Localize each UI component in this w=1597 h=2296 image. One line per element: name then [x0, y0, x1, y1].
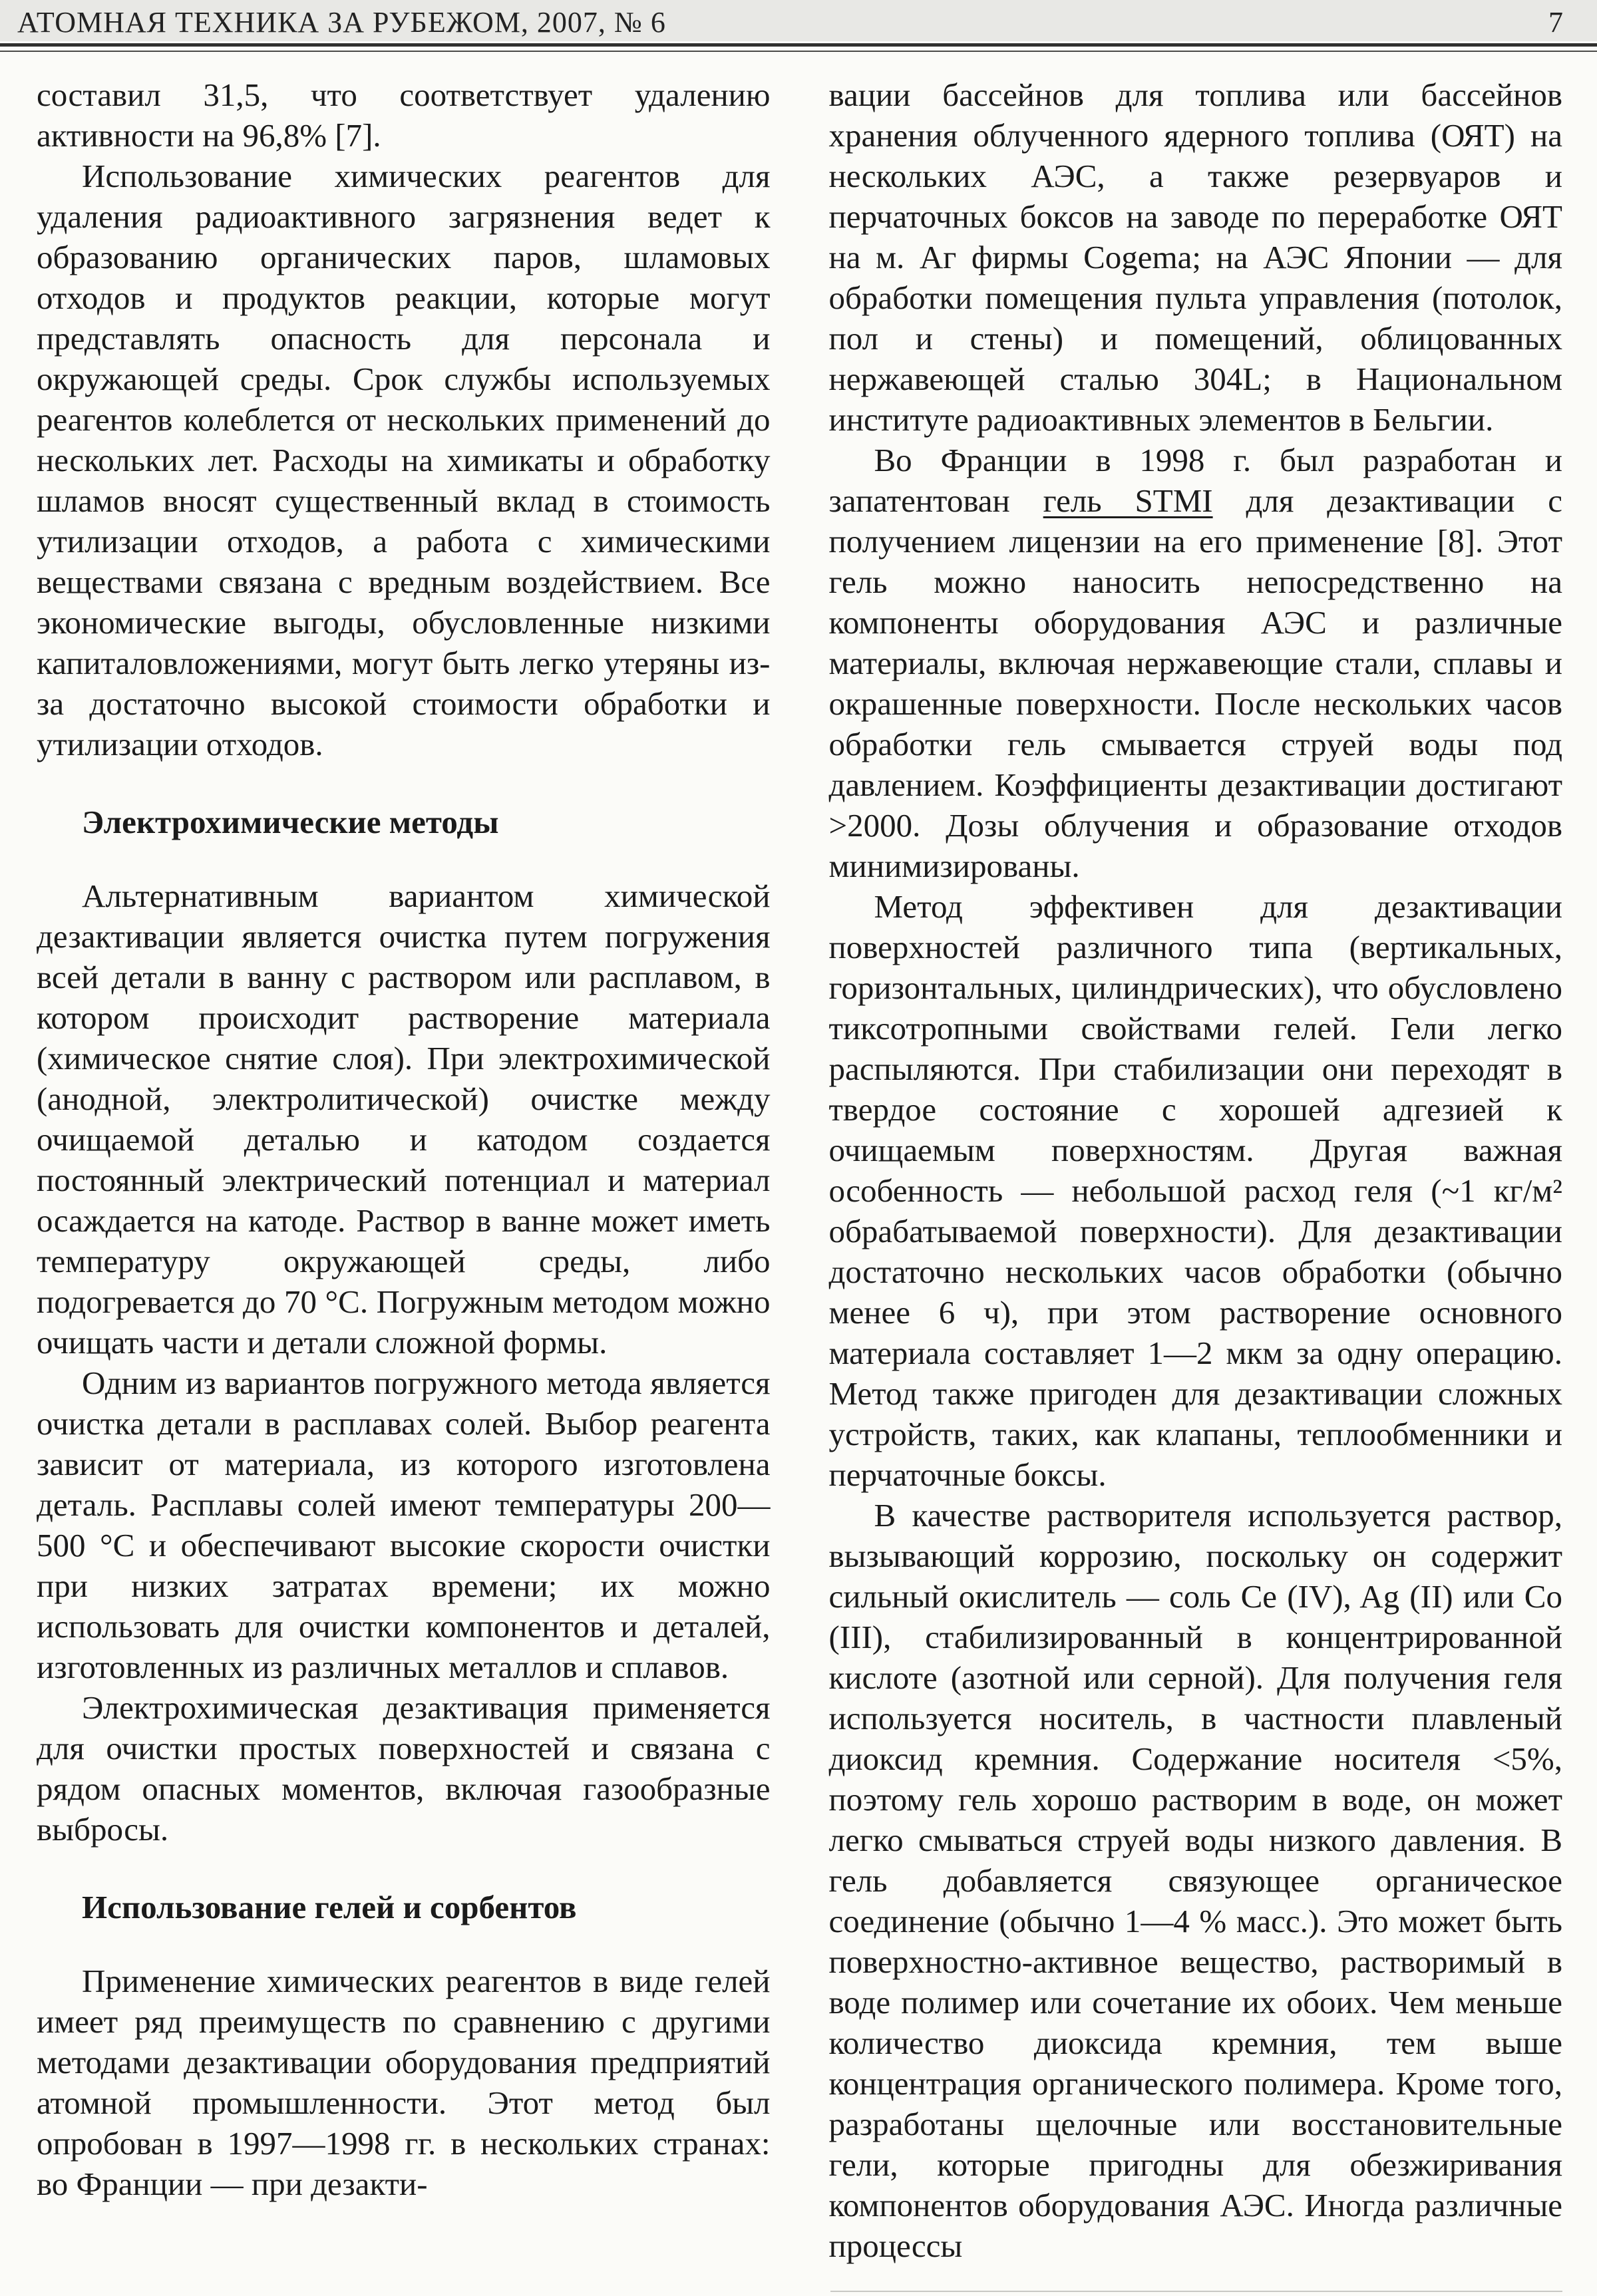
stmi-paragraph-suffix: для дезактивации с получением лицензии на его применение [8]. Этот гель можно наносить непосредственно на компоненты оборудования АЭС и различные материалы, включая нержавеющие стали, сплавы и окрашенные поверхности. После нескольких часов обработки гель смывается струей воды под давлением. Коэффициенты дезактивации достигают >2000. Дозы облучения и образование отходов минимизированы. — [828, 482, 1562, 884]
article-body — [0, 52, 1597, 2266]
page-header — [0, 0, 1597, 41]
paragraph-gel-advantages: Применение химических реагентов в виде гелей имеет ряд преимуществ по сравнению с другими методами дезактивации оборудования предприятий атомной промышленности. Этот метод был опробован в 1997—1998 гг. в нескольких странах: во Франции — при дезакти- — [37, 1963, 771, 2202]
paragraph-solvent-composition: В качестве растворителя используется раствор, вызывающий коррозию, поскольку он содержит сильный окислитель — соль Ce (IV), Ag (II) или Co (III), стабилизированный в концентрированной кислоте (азотной или серной). Для получения геля используется носитель, в частности плавленый диоксид кремния. Содержание носителя <5%, поэтому гель хорошо растворим в воде, он может легко смываться струей воды низкого давления. В гель добавляется связующее органическое соединение (обычно 1—4 % масс.). Это может быть поверхностно-активное вещество, растворимый в воде полимер или сочетание их обоих. Чем меньше количество диоксида кремния, тем выше концентрация органического полимера. Кроме того, разработаны щелочные или восстановительные гели, которые пригодны для обезжиривания компонентов оборудования АЭС. Иногда различные процессы — [828, 1497, 1562, 2264]
paragraph-electrochemical-application: Электрохимическая дезактивация применяется для очистки простых поверхностей и связана с рядом опасных моментов, включая газообразные выбросы. — [37, 1689, 771, 1848]
section-heading-gels-sorbents: Использование гелей и сорбентов — [82, 1889, 577, 1925]
paragraph-method-effectiveness: Метод эффективен для дезактивации поверхностей различного типа (вертикальных, горизонтальных, цилиндрических), что обусловлено тиксотропными свойствами гелей. Гели легко распыляются. При стабилизации они переходят в твердое состояние с хорошей адгезией к очищаемым поверхностям. Другая важная особенность — небольшой расход геля (~1 кг/м² обрабатываемой поверхности). Для дезактивации достаточно нескольких часов обработки (обычно менее 6 ч), при этом растворение основного материала составляет 1—2 мкм за одну операцию. Метод также пригоден для дезактивации сложных устройств, таких, как клапаны, теплообменники и перчаточные боксы. — [828, 888, 1562, 1493]
journal-title: АТОМНАЯ ТЕХНИКА ЗА РУБЕЖОМ, 2007, № 6 — [17, 5, 666, 39]
paragraph-molten-salts: Одним из вариантов погружного метода является очистка детали в расплавах солей. Выбор реагента зависит от материала, из которого изготовлена деталь. Расплавы солей имеют температуры 200—500 °C и обеспечивают высокие скорости очистки при низких затратах времени; их можно использовать для очистки компонентов и деталей, изготовленных из различных металлов и сплавов. — [37, 1365, 771, 1685]
paragraph-pools-continuation: вации бассейнов для топлива или бассейнов хранения облученного ядерного топлива (ОЯТ) на нескольких АЭС, а также резервуаров и перчаточных боксов на заводе по переработке ОЯТ на м. Аг фирмы Cogema; на АЭС Японии — для обработки помещения пульта управления (потолок, пол и стены) и помещений, облицованных нержавеющей сталью 304L; в Национальном институте радиоактивных элементов в Бельгии. — [828, 77, 1562, 438]
paragraph-stmi-gel — [829, 440, 1563, 886]
right-column — [829, 75, 1563, 2266]
section-heading-electrochemical-methods: Электрохимические методы — [82, 804, 499, 840]
stmi-gel-underlined-term: гель STMI — [1043, 482, 1213, 519]
paragraph-alternative-method: Альтернативным вариантом химической дезактивации является очистка путем погружения всей детали в ванну с раствором или расплавом, в котором происходит растворение материала (химическое снятие слоя). При электрохимической (анодной, электролитической) очистке между очищаемой деталью и катодом создается постоянный электрический потенциал и материал осаждается на катоде. Раствор в ванне может иметь температуру окружающей среды, либо подогревается до 70 °C. Погружным методом можно очищать части и детали сложной формы. — [37, 878, 771, 1361]
scan-artifact-line — [830, 2291, 1562, 2292]
page-number: 7 — [1548, 5, 1564, 39]
paragraph-chemical-reagents: Использование химических реагентов для удаления радиоактивного загрязнения ведет к образованию органических паров, шламовых отходов и продуктов реакции, которые могут представлять опасность для персонала и окружающей среды. Срок службы используемых реагентов колеблется от нескольких применений до нескольких лет. Расходы на химикаты и обработку шламов вносят существенный вклад в стоимость утилизации отходов, а работа с химическими веществами связана с вредным воздействием. Все экономические выгоды, обусловленные низкими капиталовложениями, могут быть легко утеряны из-за достаточно высокой стоимости обработки и утилизации отходов. — [37, 158, 771, 762]
header-rule-thick — [0, 43, 1597, 47]
paragraph-continuation: составил 31,5, что соответствует удалению активности на 96,8% [7]. — [37, 77, 771, 154]
stmi-paragraph-prefix: Во Франции в 1998 г. был разработан и запатентован — [828, 442, 1562, 519]
left-column — [37, 75, 771, 2266]
